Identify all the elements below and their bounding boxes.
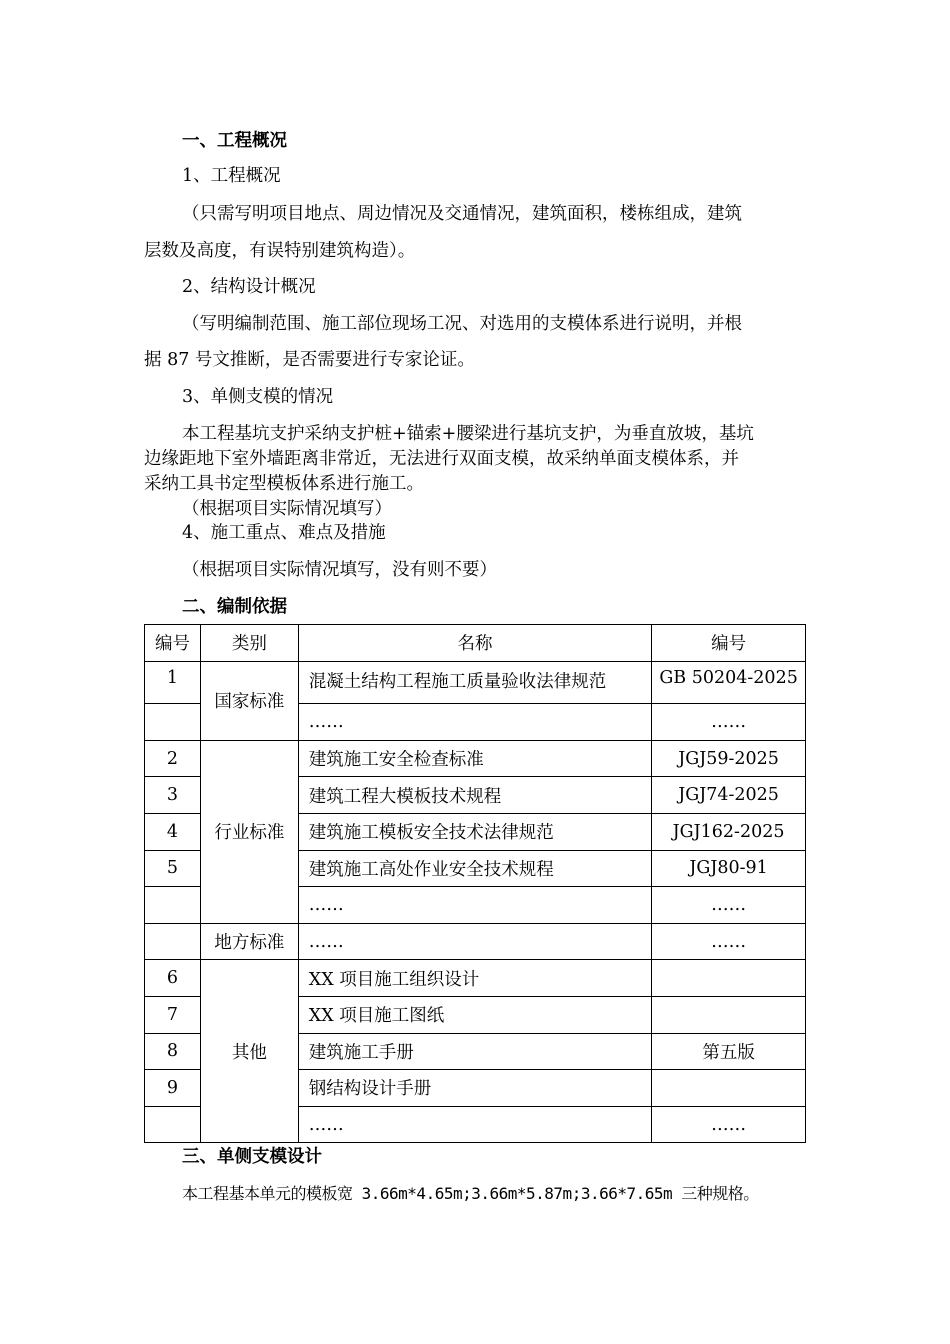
row-no: 3	[145, 777, 201, 814]
category-industry: 行业标准	[200, 740, 298, 923]
row-no	[145, 887, 201, 924]
category-local: 地方标准	[200, 923, 298, 960]
row-name: XX 项目施工图纸	[298, 996, 651, 1033]
note-1-3: （根据项目实际情况填写）	[182, 499, 392, 519]
subsection-1-4: 4、施工重点、难点及措施	[182, 523, 386, 543]
paragraph-3: 本工程基本单元的模板宽 3.66m*4.65m;3.66m*5.87m;3.66*7.65m 三种规格。	[182, 1184, 759, 1203]
row-no: 1	[145, 661, 201, 704]
section-2-title: 二、编制依据	[182, 597, 287, 617]
row-code: ……	[652, 1106, 806, 1143]
subsection-1-3: 3、单侧支模的情况	[182, 387, 334, 407]
paragraph-1-3-b: 边缘距地下室外墙距离非常近，无法进行双面支模，故采纳单面支模体系，并	[144, 449, 739, 469]
row-no	[145, 1106, 201, 1143]
category-other: 其他	[200, 960, 298, 1143]
row-no: 7	[145, 996, 201, 1033]
row-code: ……	[652, 704, 806, 741]
row-no: 9	[145, 1070, 201, 1107]
row-no	[145, 923, 201, 960]
row-code: ……	[652, 887, 806, 924]
table-row	[145, 661, 806, 704]
paragraph-1-3-c: 采纳工具书定型模板体系进行施工。	[144, 474, 424, 494]
row-no: 6	[145, 960, 201, 997]
row-code: 第五版	[652, 1033, 806, 1070]
row-name: ……	[298, 923, 651, 960]
row-no: 4	[145, 813, 201, 850]
row-code: JGJ162-2025	[652, 813, 806, 850]
subsection-1-1: 1、工程概况	[182, 166, 281, 186]
table-row	[145, 923, 806, 960]
row-name: 建筑施工模板安全技术法律规范	[298, 813, 651, 850]
table-row	[145, 960, 806, 997]
row-code	[652, 1070, 806, 1107]
row-code: JGJ80-91	[652, 850, 806, 887]
paragraph-1-1-b: 层数及高度，有误特别建筑构造）。	[144, 241, 416, 261]
header-name: 名称	[298, 625, 651, 662]
row-name: ……	[298, 887, 651, 924]
header-no: 编号	[145, 625, 201, 662]
paragraph-1-2-b: 据 87 号文推断，是否需要进行专家论证。	[144, 350, 475, 370]
paragraph-1-2-a: （写明编制范围、施工部位现场工况、对选用的支模体系进行说明，并根	[182, 314, 742, 334]
row-no: 2	[145, 740, 201, 777]
header-category: 类别	[200, 625, 298, 662]
category-national: 国家标准	[200, 661, 298, 740]
row-no	[145, 704, 201, 741]
row-name: ……	[298, 704, 651, 741]
row-name: 建筑施工手册	[298, 1033, 651, 1070]
row-name: 建筑施工安全检查标准	[298, 740, 651, 777]
table-row	[145, 740, 806, 777]
row-name: ……	[298, 1106, 651, 1143]
table-header-row	[145, 625, 806, 662]
section-1-title: 一、工程概况	[182, 131, 287, 151]
section-3-title: 三、单侧支模设计	[182, 1147, 322, 1167]
row-code	[652, 960, 806, 997]
row-name: 钢结构设计手册	[298, 1070, 651, 1107]
note-1-4: （根据项目实际情况填写，没有则不要）	[182, 560, 497, 580]
row-no: 8	[145, 1033, 201, 1070]
row-name: 建筑工程大模板技术规程	[298, 777, 651, 814]
basis-table	[144, 624, 806, 1143]
row-name: 混凝土结构工程施工质量验收法律规范	[298, 661, 651, 704]
row-no: 5	[145, 850, 201, 887]
row-code	[652, 996, 806, 1033]
row-name: 建筑施工高处作业安全技术规程	[298, 850, 651, 887]
paragraph-1-1-a: （只需写明项目地点、周边情况及交通情况，建筑面积，楼栋组成，建筑	[182, 204, 742, 224]
row-code: JGJ59-2025	[652, 740, 806, 777]
row-code: ……	[652, 923, 806, 960]
paragraph-1-3-a: 本工程基坑支护采纳支护桩+锚索+腰梁进行基坑支护，为垂直放坡，基坑	[182, 424, 754, 444]
header-code: 编号	[652, 625, 806, 662]
row-name: XX 项目施工组织设计	[298, 960, 651, 997]
row-code: JGJ74-2025	[652, 777, 806, 814]
row-code: GB 50204-2025	[652, 661, 806, 704]
subsection-1-2: 2、结构设计概况	[182, 277, 316, 297]
